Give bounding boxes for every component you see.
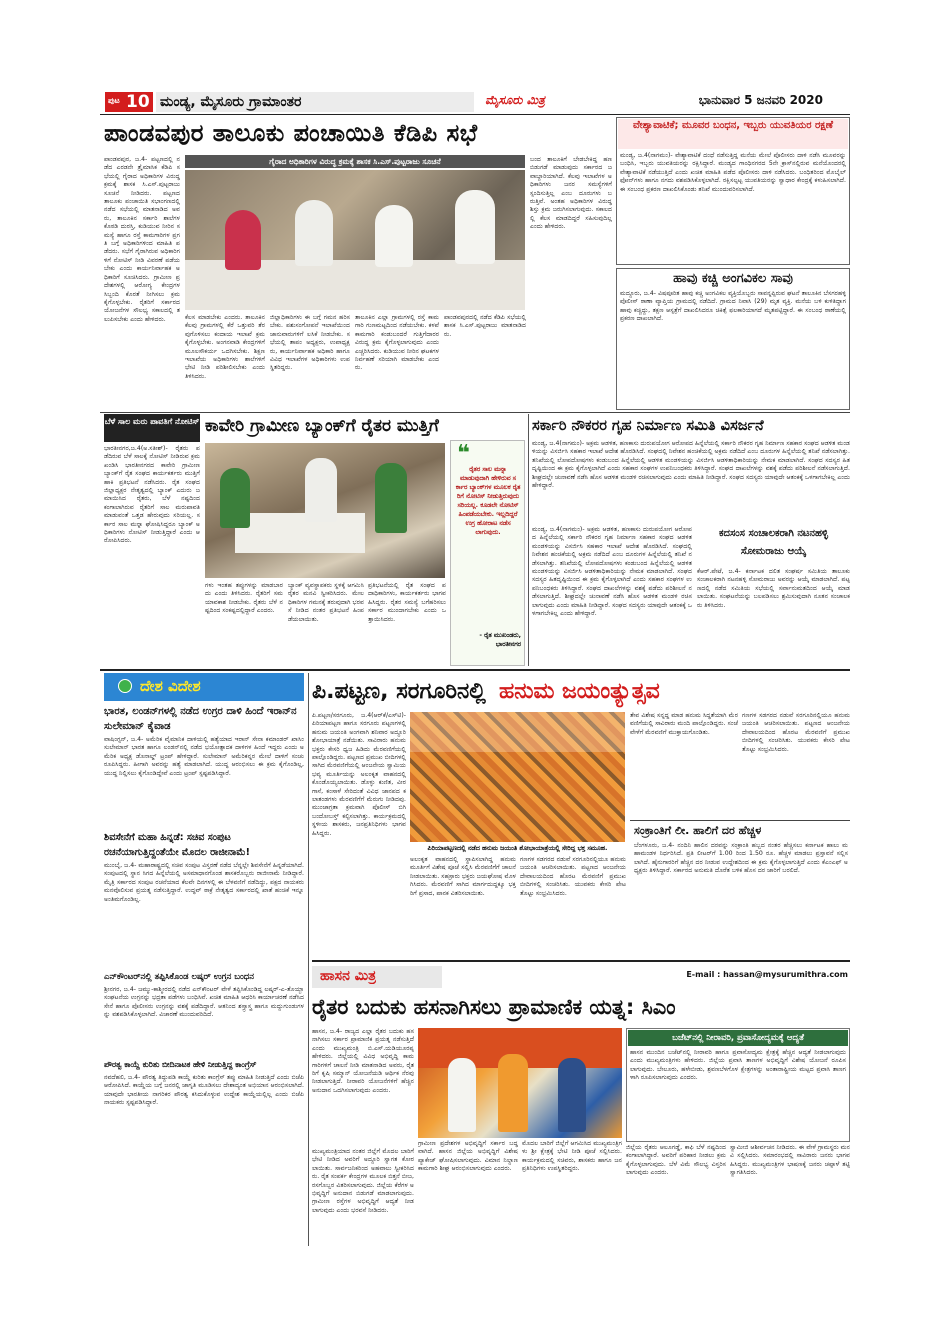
desha-item2-body: ಮುಂಬೈ, ಜ.4- ಮಹಾರಾಷ್ಟ್ರದಲ್ಲಿ ಸಚಿವ ಸಂಪುಟ ವಿಸ್ತರಣೆ ನಡೆದ ಬೆನ್ನಲ್ಲೇ ಶಿವಸೇನೆಗೆ ಹಿನ್ನಡೆಯಾಗಿದೆ. ಸಂಪುಟದಲ್ಲಿ ಸ್ಥಾನ ಸಿಗದ ಹಿನ್ನೆಲೆಯಲ್ಲಿ ಅಸಮಾಧಾನಗೊಂಡ ಶಾಸಕರೊಬ್ಬರು ರಾಜೀನಾಮೆ ನೀಡಿದ್ದಾರೆ. ಮೈತ್ರಿ ಸರ್ಕಾರದ ಸಂಪುಟ ರಚನೆಯಾದ ಕೆಲವೇ ದಿನಗಳಲ್ಲಿ ಈ ಬೆಳವಣಿಗೆ ನಡೆದಿದ್ದು, ಪಕ್ಷದ ನಾಯಕರು ಮನವೊಲಿಸುವ ಪ್ರಯತ್ನ ನಡೆಸುತ್ತಿದ್ದಾರೆ. ಉದ್ಧವ್ ಠಾಕ್ರೆ ನೇತೃತ್ವದ ಸರ್ಕಾರದಲ್ಲಿ ಖಾತೆ ಹಂಚಿಕೆ ಇನ್ನೂ ಅಂತಿಮಗೊಂಡಿಲ್ಲ. (104, 862, 304, 903)
story3-body-continued: ಮಂಡ್ಯ, ಜ.4(ನಾಗಮಂ)- ಅಕ್ರಮ ಆಡಳಿತ, ಹಣಕಾಸು ದುರುಪಯೋಗ ಆರೋಪದ ಹಿನ್ನೆಲೆಯಲ್ಲಿ ಸರ್ಕಾರಿ ನೌಕರರ ಗೃಹ ನಿರ್ಮಾಣ ಸಹಕಾರ ಸಂಘದ ಆಡಳಿತ ಮಂಡಳಿಯನ್ನು ವಿಸರ್ಜಿಸಿ ಸಹಕಾರ ಇಲಾಖೆ ಆದೇಶ ಹೊರಡಿಸಿದೆ. ಸಂಘದಲ್ಲಿ ನಿವೇಶನ ಹಂಚಿಕೆಯಲ್ಲಿ ಅಕ್ರಮ ನಡೆದಿದೆ ಎಂಬ ದೂರುಗಳ ಹಿನ್ನೆಲೆಯಲ್ಲಿ ತನಿಖೆ ನಡೆಸಲಾಗಿತ್ತು. ತನಿಖೆಯಲ್ಲಿ ಲೋಪದೋಷಗಳು ಕಂಡುಬಂದ ಹಿನ್ನೆಲೆಯಲ್ಲಿ ಆಡಳಿತ ಮಂಡಳಿಯನ್ನು ವಿಸರ್ಜಿಸಿ ಆಡಳಿತಾಧಿಕಾರಿಯನ್ನು ನೇಮಕ ಮಾಡಲಾಗಿದೆ. ಸಂಘದ ಸದಸ್ಯರ ಹಿತದೃಷ್ಟಿಯಿಂದ ಈ ಕ್ರಮ ಕೈಗೊಳ್ಳಲಾಗಿದೆ ಎಂದು ಸಹಕಾರ ಸಂಘಗಳ ಉಪನಿಬಂಧಕರು ತಿಳಿಸಿದ್ದಾರೆ. ಸಂಘದ ದಾಖಲೆಗಳನ್ನು ವಶಕ್ಕೆ ಪಡೆದು ಪರಿಶೀಲನೆ ನಡೆಸಲಾಗುತ್ತಿದೆ. ಶೀಘ್ರದಲ್ಲೇ ಚುನಾವಣೆ ನಡೆಸಿ ಹೊಸ ಆಡಳಿತ ಮಂಡಳಿ ರಚಿಸಲಾಗುವುದು ಎಂದು ಮಾಹಿತಿ ನೀಡಿದ್ದಾರೆ. ಸಂಘದ ಸದಸ್ಯರು ಯಾವುದೇ ಆತಂಕಕ್ಕೆ ಒಳಗಾಗಬೇಕಿಲ್ಲ ಎಂದು ಹೇಳಿದ್ದಾರೆ. (532, 526, 692, 618)
hassan-banner (312, 966, 442, 988)
story1-column-e: ಬಂದ ತಾಲೂಕಿಗೆ ಬೇಡಬೇಕಿದ್ದ ಹಣ ಬಿಡುಗಡೆ ಮಾಡುವುದು ಸರ್ಕಾರದ ಜವಾಬ್ದಾರಿಯಾಗಿದೆ. ಕೆಲವು ಇಲಾಖೆಗಳ ಅಧಿಕಾರಿಗಳು ಜನರ ಸಮಸ್ಯೆಗಳಿಗೆ ಸ್ಪಂದಿಸುತ್ತಿಲ್ಲ ಎಂಬ ದೂರುಗಳು ಬರುತ್ತಿವೆ. ಅಂತಹ ಅಧಿಕಾರಿಗಳ ವಿರುದ್ಧ ಶಿಸ್ತು ಕ್ರಮ ಜರುಗಿಸಲಾಗುವುದು. ಸಕಾಲದಲ್ಲಿ ಕೆಲಸ ಮಾಡದಿದ್ದರೆ ಸಹಿಸುವುದಿಲ್ಲ ಎಂದು ಹೇಳಿದರು. (530, 156, 612, 231)
story3-body: ಮಂಡ್ಯ, ಜ.4(ನಾಗಮಂ)- ಅಕ್ರಮ ಆಡಳಿತ, ಹಣಕಾಸು ದುರುಪಯೋಗ ಆರೋಪದ ಹಿನ್ನೆಲೆಯಲ್ಲಿ ಸರ್ಕಾರಿ ನೌಕರರ ಗೃಹ ನಿರ್ಮಾಣ ಸಹಕಾರ ಸಂಘದ ಆಡಳಿತ ಮಂಡಳಿಯನ್ನು ವಿಸರ್ಜಿಸಿ ಸಹಕಾರ ಇಲಾಖೆ ಆದೇಶ ಹೊರಡಿಸಿದೆ. ಸಂಘದಲ್ಲಿ ನಿವೇಶನ ಹಂಚಿಕೆಯಲ್ಲಿ ಅಕ್ರಮ ನಡೆದಿದೆ ಎಂಬ ದೂರುಗಳ ಹಿನ್ನೆಲೆಯಲ್ಲಿ ತನಿಖೆ ನಡೆಸಲಾಗಿತ್ತು. ತನಿಖೆಯಲ್ಲಿ ಲೋಪದೋಷಗಳು ಕಂಡುಬಂದ ಹಿನ್ನೆಲೆಯಲ್ಲಿ ಆಡಳಿತ ಮಂಡಳಿಯನ್ನು ವಿಸರ್ಜಿಸಿ ಆಡಳಿತಾಧಿಕಾರಿಯನ್ನು ನೇಮಕ ಮಾಡಲಾಗಿದೆ. ಸಂಘದ ಸದಸ್ಯರ ಹಿತದೃಷ್ಟಿಯಿಂದ ಈ ಕ್ರಮ ಕೈಗೊಳ್ಳಲಾಗಿದೆ ಎಂದು ಸಹಕಾರ ಸಂಘಗಳ ಉಪನಿಬಂಧಕರು ತಿಳಿಸಿದ್ದಾರೆ. ಸಂಘದ ದಾಖಲೆಗಳನ್ನು ವಶಕ್ಕೆ ಪಡೆದು ಪರಿಶೀಲನೆ ನಡೆಸಲಾಗುತ್ತಿದೆ. ಶೀಘ್ರದಲ್ಲೇ ಚುನಾವಣೆ ನಡೆಸಿ ಹೊಸ ಆಡಳಿತ ಮಂಡಳಿ ರಚಿಸಲಾಗುವುದು ಎಂದು ಮಾಹಿತಿ ನೀಡಿದ್ದಾರೆ. ಸಂಘದ ಸದಸ್ಯರು ಯಾವುದೇ ಆತಂಕಕ್ಕೆ ಒಳಗಾಗಬೇಕಿಲ್ಲ ಎಂದು ಹೇಳಿದ್ದಾರೆ. (532, 440, 850, 490)
hassan-label: ಹಾಸನ ಮಿತ್ರ (320, 968, 377, 984)
story4-column-a: ಪಿ.ಪಟ್ಟಣ/ಸರಗೂರು, ಜ.4(ಆರ್‌ಕೆ/ಎಸ್‌ಟಿ)- ಪಿರಿಯಾಪಟ್ಟಣ ಹಾಗೂ ಸರಗೂರು ಪಟ್ಟಣಗಳಲ್ಲಿ ಹನುಮ ಜಯಂತಿ ಅಂಗವಾಗಿ ಶನಿವಾರ ಅದ್ದೂರಿ ಶೋಭಾಯಾತ್ರೆ ನಡೆಯಿತು. ಸಾವಿರಾರು ಹನುಮ ಭಕ್ತರು ಕೇಸರಿ ಧ್ವಜ ಹಿಡಿದು ಮೆರವಣಿಗೆಯಲ್ಲಿ ಪಾಲ್ಗೊಂಡಿದ್ದರು. ಪಟ್ಟಣದ ಪ್ರಮುಖ ಬೀದಿಗಳಲ್ಲಿ ಸಾಗಿದ ಮೆರವಣಿಗೆಯಲ್ಲಿ ಆಂಜನೇಯ ಸ್ವಾಮಿಯ ಭವ್ಯ ಮೂರ್ತಿಯನ್ನು ಅಲಂಕೃತ ವಾಹನದಲ್ಲಿ ಕೊಂಡೊಯ್ಯಲಾಯಿತು. ಡೊಳ್ಳು ಕುಣಿತ, ವೀರಗಾಸೆ, ಕಂಸಾಳೆ ಸೇರಿದಂತೆ ವಿವಿಧ ಜಾನಪದ ಕಲಾತಂಡಗಳು ಮೆರವಣಿಗೆಗೆ ಮೆರುಗು ನೀಡಿದವು. ಮುಂಜಾಗ್ರತಾ ಕ್ರಮವಾಗಿ ಪೊಲೀಸ್ ಬಿಗಿ ಬಂದೋಬಸ್ತ್ ಕಲ್ಪಿಸಲಾಗಿತ್ತು. ಕಾರ್ಯಕ್ರಮದಲ್ಲಿ ಸ್ಥಳೀಯ ಶಾಸಕರು, ಜನಪ್ರತಿನಿಧಿಗಳು ಭಾಗವಹಿಸಿದ್ದರು. (312, 712, 406, 837)
person-figure (225, 210, 261, 270)
section-title: ಮಂಡ್ಯ, ಮೈಸೂರು ಗ್ರಾಮಾಂತರ (156, 92, 474, 112)
person-figure (448, 1058, 476, 1132)
story2-quote: ರೈತರ ಸಾಲ ಮನ್ನಾ ಮಾಡುವುದಾಗಿ ಹೇಳಿರುವ ಸರ್ಕಾರ ಬ್ಯಾಂಕ್‌ಗಳ ಮೂಲಕ ರೈತರಿಗೆ ನೋಟಿಸ್ ನೀಡುತ್ತಿರುವುದು ಸರಿಯಲ್ಲ. ಕೂಡಲೇ ನೋಟಿಸ್ ಹಿಂಪಡೆಯಬೇಕು. ಇಲ್ಲದಿದ್ದರೆ ಉಗ್ರ ಹೋರಾಟ ನಡೆಸಲಾಗುವುದು. (455, 466, 521, 536)
person-figure (295, 200, 333, 266)
story1-photo (185, 170, 525, 310)
desha-label: ದೇಶ ವಿದೇಶ (140, 677, 201, 695)
story1-column-a: ಪಾಂಡವಪುರ, ಜ.4- ಪಟ್ಟಣದಲ್ಲಿ ನಡೆದ ಎರಡನೇ ತ್ರೈಮಾಸಿಕ ಕೆಡಿಪಿ ಸಭೆಯಲ್ಲಿ ಗೈರಾದ ಅಧಿಕಾರಿಗಳ ವಿರುದ್ಧ ಕ್ರಮಕ್ಕೆ ಶಾಸಕ ಸಿ.ಎಸ್.ಪುಟ್ಟರಾಜು ಸೂಚನೆ ನೀಡಿದರು. ಪಟ್ಟಣದ ತಾಲೂಕು ಪಂಚಾಯಿತಿ ಸಭಾಂಗಣದಲ್ಲಿ ನಡೆದ ಸಭೆಯಲ್ಲಿ ಮಾತನಾಡಿದ ಅವರು, ತಾಲೂಕಿನ ಸರ್ಕಾರಿ ಶಾಲೆಗಳ ಕೊಠಡಿ ದುರಸ್ತಿ, ಕುಡಿಯುವ ನೀರಿನ ಸಮಸ್ಯೆ ಹಾಗೂ ರಸ್ತೆ ಕಾಮಗಾರಿಗಳ ಪ್ರಗತಿ ಬಗ್ಗೆ ಅಧಿಕಾರಿಗಳಿಂದ ಮಾಹಿತಿ ಪಡೆದರು. ಸಭೆಗೆ ಗೈರಾಗಿರುವ ಅಧಿಕಾರಿಗಳಿಗೆ ನೋಟಿಸ್ ನೀಡಿ ವಿವರಣೆ ಪಡೆಯಬೇಕು ಎಂದು ಕಾರ್ಯನಿರ್ವಾಹಕ ಅಧಿಕಾರಿಗೆ ಸೂಚಿಸಿದರು. ಗ್ರಾಮೀಣ ಪ್ರದೇಶಗಳಲ್ಲಿ ಆರೋಗ್ಯ ಕೇಂದ್ರಗಳ ಸಿಬ್ಬಂದಿ ಕೊರತೆ ನೀಗಿಸಲು ಕ್ರಮ ಕೈಗೊಳ್ಳಬೇಕು. ರೈತರಿಗೆ ಸರ್ಕಾರದ ಯೋಜನೆಗಳ ಸೌಲಭ್ಯ ಸಕಾಲದಲ್ಲಿ ತಲುಪಿಸಬೇಕು ಎಂದು ಹೇಳಿದರು. (104, 156, 180, 323)
paper-logo: ಮೈಸೂರು ಮಿತ್ರ (485, 93, 545, 107)
story1-strap: ಗೈರಾದ ಅಧಿಕಾರಿಗಳ ವಿರುದ್ಧ ಕ್ರಮಕ್ಕೆ ಶಾಸಕ ಸಿ.ಎಸ್.ಪುಟ್ಟರಾಜು ಸೂಚನೆ (185, 155, 525, 168)
person-figure (558, 1058, 586, 1132)
desha-item2-title: ಶಿವಸೇನೆಗೆ ಮಹಾ ಹಿನ್ನಡೆ: ಸಚಿವ ಸಂಪುಟ ರಚನೆಯಾಗುತ್ತಿದ್ದಂತೆಯೇ ಮೊದಲ ರಾಜೀನಾಮೆ! (104, 832, 250, 858)
hassan-email: E-mail : hassan@mysurumithra.com (686, 970, 848, 979)
hassan-photo (418, 1028, 622, 1138)
story1-headline: ಪಾಂಡವಪುರ ತಾಲೂಕು ಪಂಚಾಯಿತಿ ಕೆಡಿಪಿ ಸಭೆ (104, 119, 478, 147)
story1-column-c: ಜಿಲ್ಲಾಧಿಕಾರಿಗಳು ಈ ಬಗ್ಗೆ ಗಮನ ಹರಿಸಬೇಕು. ಪಶುಸಂಗೋಪನೆ ಇಲಾಖೆಯಿಂದ ಜಾನುವಾರುಗಳಿಗೆ ಲಸಿಕೆ ನೀಡಬೇಕು. ಸಭೆಯಲ್ಲಿ ತಾಪಂ ಅಧ್ಯಕ್ಷರು, ಉಪಾಧ್ಯಕ್ಷರು, ಕಾರ್ಯನಿರ್ವಾಹಕ ಅಧಿಕಾರಿ ಹಾಗೂ ವಿವಿಧ ಇಲಾಖೆಗಳ ಅಧಿಕಾರಿಗಳು ಉಪಸ್ಥಿತರಿದ್ದರು. (270, 314, 350, 372)
box1-body: ಮಂಡ್ಯ, ಜ.4(ನಾಗಮಂ)- ವೇಶ್ಯಾವಾಟಿಕೆ ದಂಧೆ ನಡೆಸುತ್ತಿದ್ದ ಮನೆಯ ಮೇಲೆ ಪೊಲೀಸರು ದಾಳಿ ನಡೆಸಿ ಮೂವರನ್ನು ಬಂಧಿಸಿ, ಇಬ್ಬರು ಯುವತಿಯರನ್ನು ರಕ್ಷಿಸಿದ್ದಾರೆ. ಮಂಡ್ಯದ ಗಾಂಧಿನಗರದ 5ನೇ ಕ್ರಾಸ್‌ನಲ್ಲಿರುವ ಮನೆಯೊಂದರಲ್ಲಿ ವೇಶ್ಯಾವಾಟಿಕೆ ನಡೆಯುತ್ತಿದೆ ಎಂದು ಖಚಿತ ಮಾಹಿತಿ ಪಡೆದ ಪೊಲೀಸರು ದಾಳಿ ನಡೆಸಿದರು. ಬಂಧಿತರಿಂದ ಮೊಬೈಲ್ ಫೋನ್‌ಗಳು ಹಾಗೂ ನಗದು ವಶಪಡಿಸಿಕೊಳ್ಳಲಾಗಿದೆ. ರಕ್ಷಿಸಲ್ಪಟ್ಟ ಯುವತಿಯರನ್ನು ಸ್ವಾಧಾರ ಕೇಂದ್ರಕ್ಕೆ ಕಳುಹಿಸಲಾಗಿದೆ. ಈ ಸಂಬಂಧ ಪ್ರಕರಣ ದಾಖಲಿಸಿಕೊಂಡು ತನಿಖೆ ಮುಂದುವರಿಸಲಾಗಿದೆ. (620, 152, 846, 193)
box2-body: ಮದ್ದೂರು, ಜ.4- ವಿಷಪೂರಿತ ಹಾವು ಕಚ್ಚಿ ಅಂಗವಿಕಲ ವ್ಯಕ್ತಿಯೊಬ್ಬರು ಸಾವನ್ನಪ್ಪಿರುವ ಘಟನೆ ತಾಲೂಕಿನ ಬೆಸಗರಹಳ್ಳಿ ಪೊಲೀಸ್ ಠಾಣಾ ವ್ಯಾಪ್ತಿಯ ಗ್ರಾಮದಲ್ಲಿ ನಡೆದಿದೆ. ಗ್ರಾಮದ ನಿವಾಸಿ (29) ಮೃತ ವ್ಯಕ್ತಿ. ಮನೆಯ ಬಳಿ ಕುಳಿತಿದ್ದಾಗ ಹಾವು ಕಚ್ಚಿದ್ದು, ತಕ್ಷಣ ಆಸ್ಪತ್ರೆಗೆ ದಾಖಲಿಸಿದರೂ ಚಿಕಿತ್ಸೆ ಫಲಕಾರಿಯಾಗದೆ ಮೃತಪಟ್ಟಿದ್ದಾರೆ. ಈ ಸಂಬಂಧ ಠಾಣೆಯಲ್ಲಿ ಪ್ರಕರಣ ದಾಖಲಾಗಿದೆ. (620, 290, 846, 323)
desha-item3-body: ಶ್ರೀನಗರ, ಜ.4- ಜಮ್ಮು-ಕಾಶ್ಮೀರದಲ್ಲಿ ನಡೆದ ಎನ್‌ಕೌಂಟರ್ ವೇಳೆ ತಪ್ಪಿಸಿಕೊಂಡಿದ್ದ ಲಷ್ಕರ್-ಎ-ತೊಯ್ಬಾ ಸಂಘಟನೆಯ ಉಗ್ರನನ್ನು ಭದ್ರತಾ ಪಡೆಗಳು ಬಂಧಿಸಿವೆ. ಖಚಿತ ಮಾಹಿತಿ ಆಧರಿಸಿ ಕಾರ್ಯಾಚರಣೆ ನಡೆಸಿದ ಸೇನೆ ಹಾಗೂ ಪೊಲೀಸರು ಉಗ್ರನನ್ನು ವಶಕ್ಕೆ ಪಡೆದಿದ್ದಾರೆ. ಆತನಿಂದ ಶಸ್ತ್ರಾಸ್ತ್ರ ಹಾಗೂ ಮದ್ದುಗುಂಡುಗಳನ್ನು ವಶಪಡಿಸಿಕೊಳ್ಳಲಾಗಿದೆ. ವಿಚಾರಣೆ ಮುಂದುವರಿದಿದೆ. (104, 986, 304, 1019)
box4-headline: ಸಂಕ್ರಾಂತಿಗೆ ಲೀ. ಹಾಲಿಗೆ ದರ ಹೆಚ್ಚಳ (634, 824, 762, 837)
globe-icon (118, 679, 132, 693)
hassan-column-f: ಸ್ವಾಮೀಜಿ ಆಶೀರ್ವಚನ ನೀಡಿದರು. ಈ ವೇಳೆ ಗ್ರಾಮಸ್ಥರು ಮನವಿ ಸಲ್ಲಿಸಿದರು. ಸಮಾರಂಭದಲ್ಲಿ ಸಾವಿರಾರು ಜನರು ಭಾಗವಹಿಸಿದ್ದರು. ಮುಖ್ಯಮಂತ್ರಿಗಳ ಭಾಷಣಕ್ಕೆ ಜನರು ಚಪ್ಪಾಳೆ ತಟ್ಟಿ ಸ್ವಾಗತಿಸಿದರು. (730, 1144, 850, 1177)
desha-banner (104, 673, 304, 701)
desk (235, 513, 365, 553)
rule (312, 960, 850, 962)
hassan-column-e: ಜಿಲ್ಲೆಯ ರೈತರು ಆಲೂಗಡ್ಡೆ, ಕಾಫಿ ಬೆಳೆ ನಷ್ಟದಿಂದ ಕಂಗಾಲಾಗಿದ್ದಾರೆ. ಅವರಿಗೆ ಪರಿಹಾರ ನೀಡಲು ಕ್ರಮ ಕೈಗೊಳ್ಳಲಾಗುವುದು. ಬೆಳೆ ವಿಮೆ ಸೌಲಭ್ಯ ವಿಸ್ತರಿಸಲಾಗುವುದು ಎಂದರು. (626, 1144, 726, 1177)
person-figure (375, 463, 407, 533)
person-figure (220, 468, 250, 528)
hassan-headline: ರೈತರ ಬದುಕು ಹಸನಾಗಿಸಲು ಪ್ರಾಮಾಣಿಕ ಯತ್ನ: ಸಿಎಂ (312, 995, 676, 1019)
notice-body: ಭಾರತೀನಗರ,ಜ.4(ಅ.ಸತೀಶ್)- ರೈತರು ಪಡೆದಿರುವ ಬೆಳೆ ಸಾಲಕ್ಕೆ ನೋಟಿಸ್ ನೀಡಿರುವ ಕ್ರಮ ಖಂಡಿಸಿ ಭಾರತೀನಗರದ ಕಾವೇರಿ ಗ್ರಾಮೀಣ ಬ್ಯಾಂಕ್‌ಗೆ ರೈತ ಸಂಘದ ಕಾರ್ಯಕರ್ತರು ಮುತ್ತಿಗೆ ಹಾಕಿ ಪ್ರತಿಭಟನೆ ನಡೆಸಿದರು. ರೈತ ಸಂಘದ ಜಿಲ್ಲಾಧ್ಯಕ್ಷರ ನೇತೃತ್ವದಲ್ಲಿ ಬ್ಯಾಂಕ್ ಎದುರು ಜಮಾಯಿಸಿದ ರೈತರು, ಬೆಳೆ ನಷ್ಟದಿಂದ ಕಂಗಾಲಾಗಿರುವ ರೈತರಿಗೆ ಸಾಲ ಮರುಪಾವತಿ ಮಾಡುವಂತೆ ಒತ್ತಡ ಹೇರುವುದು ಸರಿಯಲ್ಲ. ಸರ್ಕಾರ ಸಾಲ ಮನ್ನಾ ಘೋಷಿಸಿದ್ದರೂ ಬ್ಯಾಂಕ್ ಅಧಿಕಾರಿಗಳು ನೋಟಿಸ್ ನೀಡುತ್ತಿದ್ದಾರೆ ಎಂದು ಆರೋಪಿಸಿದರು. (104, 445, 200, 545)
story4-caption: ಪಿರಿಯಾಪಟ್ಟಣದಲ್ಲಿ ನಡೆದ ಹನುಮ ಜಯಂತಿ ಶೋಭಾಯಾತ್ರೆಯಲ್ಲಿ ಸೇರಿದ್ದ ಭಕ್ತ ಸಮೂಹ. (427, 845, 608, 852)
hassan-sub-headline: ಬಜೆಟ್‌ನಲ್ಲಿ ನೀರಾವರಿ, ಪ್ರವಾಸೋದ್ಯಮಕ್ಕೆ ಆದ್ಯತೆ (628, 1030, 848, 1046)
story1-column-b: ಕೆಲಸ ಮಾಡಬೇಕು ಎಂದರು. ತಾಲೂಕಿನ ಕೆಲವು ಗ್ರಾಮಗಳಲ್ಲಿ ಕೆರೆ ಒತ್ತುವರಿ ತೆರವುಗೊಳಿಸಲು ಕಂದಾಯ ಇಲಾಖೆ ಕ್ರಮ ಕೈಗೊಳ್ಳಬೇಕು. ಅಂಗನವಾಡಿ ಕೇಂದ್ರಗಳಿಗೆ ಮೂಲಸೌಕರ್ಯ ಒದಗಿಸಬೇಕು. ಶಿಕ್ಷಣ ಇಲಾಖೆಯ ಅಧಿಕಾರಿಗಳು ಶಾಲೆಗಳಿಗೆ ಭೇಟಿ ನೀಡಿ ಪರಿಶೀಲಿಸಬೇಕು ಎಂದು ತಿಳಿಸಿದರು. (185, 314, 265, 380)
story4-headline-red: ಹನುಮ ಜಯಂತ್ಯುತ್ಸವ (498, 679, 660, 704)
desha-item4-body: ನವದೆಹಲಿ, ಜ.4- ಪೌರತ್ವ ತಿದ್ದುಪಡಿ ಕಾಯ್ದೆ ಕುರಿತು ಕಾಂಗ್ರೆಸ್ ತಪ್ಪು ಮಾಹಿತಿ ನೀಡುತ್ತಿದೆ ಎಂದು ಬಿಜೆಪಿ ಆರೋಪಿಸಿದೆ. ಕಾಯ್ದೆಯ ಬಗ್ಗೆ ಜನರಲ್ಲಿ ಜಾಗೃತಿ ಮೂಡಿಸಲು ದೇಶಾದ್ಯಂತ ಅಭಿಯಾನ ಆರಂಭಿಸಲಾಗಿದೆ. ಯಾವುದೇ ಭಾರತೀಯ ನಾಗರಿಕರ ಪೌರತ್ವ ಕಸಿದುಕೊಳ್ಳುವ ಉದ್ದೇಶ ಕಾಯ್ದೆಯಲ್ಲಿಲ್ಲ ಎಂದು ಬಿಜೆಪಿ ನಾಯಕರು ಸ್ಪಷ್ಟಪಡಿಸಿದ್ದಾರೆ. (104, 1074, 304, 1107)
quote-mark-icon: ❝ (457, 441, 470, 466)
story4-headline-black: ಪಿ.ಪಟ್ಟಣ, ಸರಗೂರಿನಲ್ಲಿ (312, 679, 486, 704)
story1-caption: ಪಾಂಡವಪುರದಲ್ಲಿ ನಡೆದ ಕೆಡಿಪಿ ಸಭೆಯಲ್ಲಿ ಶಾಸಕ ಸಿ.ಎಸ್.ಪುಟ್ಟರಾಜು ಮಾತನಾಡಿದರು. (444, 314, 526, 338)
story2-quote-box (450, 440, 525, 666)
desha-item3-title: ಎನ್‌ಕೌಂಟರ್‌ನಲ್ಲಿ ತಪ್ಪಿಸಿಕೊಂಡ ಲಷ್ಕರ್ ಉಗ್ರನ ಬಂಧನ (104, 972, 255, 982)
story3-headline: ಸರ್ಕಾರಿ ನೌಕರರ ಗೃಹ ನಿರ್ಮಾಣ ಸಮಿತಿ ವಿಸರ್ಜನೆ (532, 418, 764, 434)
column-rule (308, 673, 309, 1246)
story4-photo (410, 712, 625, 842)
person-figure (455, 190, 495, 264)
issue-date: ಭಾನುವಾರ 5 ಜನವರಿ 2020 (698, 93, 823, 107)
column-rule (528, 414, 529, 666)
crowd-shade (410, 712, 625, 752)
box1-headline: ವೇಶ್ಯಾವಾಟಿಕೆ; ಮೂವರ ಬಂಧನ, ಇಬ್ಬರು ಯುವತಿಯರ ರಕ್ಷಣೆ (618, 119, 848, 149)
box4-body: ಬೆಂಗಳೂರು, ಜ.4- ನಂದಿನಿ ಹಾಲಿನ ದರವನ್ನು ಸಂಕ್ರಾಂತಿ ಹಬ್ಬದ ನಂತರ ಹೆಚ್ಚಿಸಲು ಕರ್ನಾಟಕ ಹಾಲು ಮಹಾಮಂಡಳ ನಿರ್ಧರಿಸಿದೆ. ಪ್ರತಿ ಲೀಟರ್‌ಗೆ 1.00 ರಿಂದ 1.50 ರೂ. ಹೆಚ್ಚಳ ಮಾಡಲು ಪ್ರಸ್ತಾವನೆ ಸಲ್ಲಿಸಲಾಗಿದೆ. ಹೈನುಗಾರರಿಗೆ ಹೆಚ್ಚಿನ ದರ ನೀಡುವ ಉದ್ದೇಶದಿಂದ ಈ ಕ್ರಮ ಕೈಗೊಳ್ಳಲಾಗುತ್ತಿದೆ ಎಂದು ಕೆಎಂಎಫ್ ಅಧ್ಯಕ್ಷರು ತಿಳಿಸಿದ್ದಾರೆ. ಸರ್ಕಾರದ ಅನುಮತಿ ದೊರೆತ ಬಳಿಕ ಹೊಸ ದರ ಜಾರಿಗೆ ಬರಲಿದೆ. (634, 842, 848, 875)
desha-item1-title: ಭಾರತ, ಲಂಡನ್‌ಗಳಲ್ಲಿ ನಡೆದ ಉಗ್ರರ ದಾಳಿ ಹಿಂದೆ ಇರಾನ್‌ನ ಸುಲೇಮಾನ್ ಕೈವಾಡ (104, 706, 297, 732)
desha-item1-body: ವಾಷಿಂಗ್ಟನ್, ಜ.4- ಅಮೆರಿಕ ವೈಮಾನಿಕ ದಾಳಿಯಲ್ಲಿ ಹತ್ಯೆಯಾದ ಇರಾನ್ ಸೇನಾ ಕಮಾಂಡರ್ ಖಾಸಿಂ ಸುಲೇಮಾನ್ ಭಾರತ ಹಾಗೂ ಲಂಡನ್‌ನಲ್ಲಿ ನಡೆದ ಭಯೋತ್ಪಾದಕ ದಾಳಿಗಳ ಹಿಂದೆ ಇದ್ದರು ಎಂದು ಅಮೆರಿಕ ಅಧ್ಯಕ್ಷ ಡೊನಾಲ್ಡ್ ಟ್ರಂಪ್ ಹೇಳಿದ್ದಾರೆ. ಸುಲೇಮಾನ್ ಅಮೆರಿಕನ್ನರ ಮೇಲೆ ದಾಳಿಗೆ ಸಂಚು ರೂಪಿಸಿದ್ದರು. ಹೀಗಾಗಿ ಅವರನ್ನು ಹತ್ಯೆ ಮಾಡಲಾಗಿದೆ. ಯುದ್ಧ ಆರಂಭಿಸಲು ಈ ಕ್ರಮ ಕೈಗೊಂಡಿಲ್ಲ, ಯುದ್ಧ ನಿಲ್ಲಿಸಲು ಕೈಗೊಂಡಿದ್ದೇವೆ ಎಂದು ಟ್ರಂಪ್ ಸ್ಪಷ್ಟಪಡಿಸಿದ್ದಾರೆ. (104, 736, 304, 777)
story4-column-d: ತೇವ ವಿಶೇಷ ಸನ್ನದ್ದ ಮಾಡ ಹನುಮ ಸಿದ್ಧತೆಯಾಗಿ ಮೆರವಣಿಗೆಯಲ್ಲಿ ಸಾವಿರಾರು ಮಂದಿ ಪಾಲ್ಗೊಂಡಿದ್ದರು. ಸಂಜೆ ವೇಳೆಗೆ ಮೆರವಣಿಗೆ ಮುಕ್ತಾಯಗೊಂಡಿತು. (630, 712, 738, 736)
story4-column-c: ಗಣಗಳ ಸಡಗರದ ನಡುವೆ ಸರಗೂರಿನಲ್ಲಿಯೂ ಹನುಮ ಜಯಂತಿ ಆಚರಿಸಲಾಯಿತು. ಪಟ್ಟಣದ ಆಂಜನೇಯ ದೇವಾಲಯದಿಂದ ಹೊರಟ ಮೆರವಣಿಗೆ ಪ್ರಮುಖ ಬೀದಿಗಳಲ್ಲಿ ಸಂಚರಿಸಿತು. ಯುವಕರು ಕೇಸರಿ ಪೇಟ ತೊಟ್ಟು ಸಂಭ್ರಮಿಸಿದರು. (520, 856, 626, 897)
desha-item4-title: ಪೌರತ್ವ ಕಾಯ್ದೆ ಕುರಿತು ಬೀದಿನಾಟಕ ಹೇಳಿ ನೀಡುತ್ತಿದ್ದ ಕಾಂಗ್ರೆಸ್ (104, 1060, 257, 1069)
page-label: ಪುಟ (108, 96, 120, 105)
story4-column-e: ಗಣಗಳ ಸಡಗರದ ನಡುವೆ ಸರಗೂರಿನಲ್ಲಿಯೂ ಹನುಮ ಜಯಂತಿ ಆಚರಿಸಲಾಯಿತು. ಪಟ್ಟಣದ ಆಂಜನೇಯ ದೇವಾಲಯದಿಂದ ಹೊರಟ ಮೆರವಣಿಗೆ ಪ್ರಮುಖ ಬೀದಿಗಳಲ್ಲಿ ಸಂಚರಿಸಿತು. ಯುವಕರು ಕೇಸರಿ ಪೇಟ ತೊಟ್ಟು ಸಂಭ್ರಮಿಸಿದರು. (742, 712, 850, 753)
page-number: 10 (126, 92, 150, 112)
person-figure (375, 205, 413, 267)
story4-column-b: ಅಲಂಕೃತ ವಾಹನದಲ್ಲಿ ಸ್ಥಾಪಿಸಲಾಗಿದ್ದ ಹನುಮ ಮೂರ್ತಿಗೆ ವಿಶೇಷ ಪೂಜೆ ಸಲ್ಲಿಸಿ ಮೆರವಣಿಗೆಗೆ ಚಾಲನೆ ನೀಡಲಾಯಿತು. ಸಹಸ್ರಾರು ಭಕ್ತರು ಜಯಘೋಷ ಮೊಳಗಿಸಿದರು. ಮೆರವಣಿಗೆ ಸಾಗಿದ ಮಾರ್ಗದುದ್ದಕ್ಕೂ ಭಕ್ತರಿಗೆ ಪ್ರಸಾದ, ಪಾನಕ ವಿತರಿಸಲಾಯಿತು. (410, 856, 516, 897)
story2-column-c: ಪ್ರತಿಭಟನೆಯಲ್ಲಿ ರೈತ ಸಂಘದ ಪದಾಧಿಕಾರಿಗಳು, ಕಾರ್ಯಕರ್ತರು ಭಾಗವಹಿಸಿದ್ದರು. ರೈತರ ಸಮಸ್ಯೆ ಬಗೆಹರಿಸಲು ಸರ್ಕಾರ ಮುಂದಾಗಬೇಕು ಎಂದು ಒತ್ತಾಯಿಸಿದರು. (368, 582, 446, 623)
notice-title: ಬೆಳೆ ಸಾಲ ಮರು ಪಾವತಿಗೆ ನೋಟಿಸ್ (104, 414, 200, 442)
box3-headline: ಕದಸಂಸ ಸಂಚಾಲಕರಾಗಿ ನಟನಹಳ್ಳಿ ಸೋಮರಾಜು ಆಯ್ಕೆ (718, 528, 828, 557)
masthead (100, 90, 825, 114)
hassan-column-d: ಮೊದಲ ಬಾರಿಗೆ ಜಿಲ್ಲೆಗೆ ಆಗಮಿಸಿದ ಮುಖ್ಯಮಂತ್ರಿಗಳು ಶ್ರೀ ಕ್ಷೇತ್ರಕ್ಕೆ ಭೇಟಿ ನೀಡಿ ಪೂಜೆ ಸಲ್ಲಿಸಿದರು. ಕಾರ್ಯಕ್ರಮದಲ್ಲಿ ಸಚಿವರು, ಶಾಸಕರು ಹಾಗೂ ಜನಪ್ರತಿನಿಧಿಗಳು ಉಪಸ್ಥಿತರಿದ್ದರು. (522, 1140, 622, 1173)
story2-column-b: ಬ್ಯಾಂಕ್ ವ್ಯವಸ್ಥಾಪಕರು ಸ್ಥಳಕ್ಕೆ ಆಗಮಿಸಿ ರೈತರ ಮನವಿ ಸ್ವೀಕರಿಸಿದರು. ಮೇಲಧಿಕಾರಿಗಳ ಗಮನಕ್ಕೆ ತರುವುದಾಗಿ ಭರವಸೆ ನೀಡಿದ ನಂತರ ಪ್ರತಿಭಟನೆ ಹಿಂಪಡೆಯಲಾಯಿತು. (288, 582, 364, 623)
rule (100, 412, 850, 413)
story2-photo (205, 443, 445, 578)
masthead-rule (100, 114, 850, 115)
hassan-column-a: ಹಾಸನ, ಜ.4- ರಾಜ್ಯದ ಎಲ್ಲಾ ರೈತರ ಬದುಕು ಹಸನಾಗಿಸಲು ಸರ್ಕಾರ ಪ್ರಾಮಾಣಿಕ ಪ್ರಯತ್ನ ನಡೆಸುತ್ತಿದೆ ಎಂದು ಮುಖ್ಯಮಂತ್ರಿ ಬಿ.ಎಸ್.ಯಡಿಯೂರಪ್ಪ ಹೇಳಿದರು. ಜಿಲ್ಲೆಯಲ್ಲಿ ವಿವಿಧ ಅಭಿವೃದ್ಧಿ ಕಾಮಗಾರಿಗಳಿಗೆ ಚಾಲನೆ ನೀಡಿ ಮಾತನಾಡಿದ ಅವರು, ರೈತರಿಗೆ ಕೃಷಿ ಸಮ್ಮಾನ್ ಯೋಜನೆಯಡಿ ಆರ್ಥಿಕ ನೆರವು ನೀಡಲಾಗುತ್ತಿದೆ. ನೀರಾವರಿ ಯೋಜನೆಗಳಿಗೆ ಹೆಚ್ಚಿನ ಅನುದಾನ ಒದಗಿಸಲಾಗುವುದು ಎಂದರು. (312, 1028, 414, 1094)
story1-column-d: ತಾಲೂಕಿನ ಎಲ್ಲಾ ಗ್ರಾಮಗಳಲ್ಲಿ ರಸ್ತೆ ಕಾಮಗಾರಿ ಗುಣಮಟ್ಟದಿಂದ ನಡೆಯಬೇಕು. ಕಳಪೆ ಕಾಮಗಾರಿ ಕಂಡುಬಂದರೆ ಗುತ್ತಿಗೆದಾರರ ವಿರುದ್ಧ ಕ್ರಮ ಕೈಗೊಳ್ಳಲಾಗುವುದು ಎಂದು ಎಚ್ಚರಿಸಿದರು. ಕುಡಿಯುವ ನೀರಿನ ಘಟಕಗಳ ನಿರ್ವಹಣೆ ಸರಿಯಾಗಿ ಮಾಡಬೇಕು ಎಂದರು. (355, 314, 439, 372)
story2-quote-by: - ರೈತ ಮುಖಂಡರು, ಭಾರತೀನಗರ (479, 632, 521, 648)
hassan-column-b: ಮುಖ್ಯಮಂತ್ರಿಯಾದ ನಂತರ ಜಿಲ್ಲೆಗೆ ಮೊದಲ ಬಾರಿಗೆ ಭೇಟಿ ನೀಡಿದ ಅವರಿಗೆ ಅದ್ದೂರಿ ಸ್ವಾಗತ ಕೋರಲಾಯಿತು. ಸಾರ್ವಜನಿಕರಿಂದ ಅಹವಾಲು ಸ್ವೀಕರಿಸಿದರು. ರೈತ ಸಂಪರ್ಕ ಕೇಂದ್ರಗಳ ಮೂಲಕ ಬಿತ್ತನೆ ಬೀಜ, ರಸಗೊಬ್ಬರ ವಿತರಿಸಲಾಗುವುದು. ಜಿಲ್ಲೆಯ ಕೆರೆಗಳ ಅಭಿವೃದ್ಧಿಗೆ ಅನುದಾನ ಬಿಡುಗಡೆ ಮಾಡಲಾಗುವುದು. ಗ್ರಾಮೀಣ ರಸ್ತೆಗಳ ಅಭಿವೃದ್ಧಿಗೆ ಆದ್ಯತೆ ನೀಡಲಾಗುವುದು ಎಂದು ಭರವಸೆ ನೀಡಿದರು. (312, 1148, 414, 1214)
hassan-sub-body: ಹಾಸನ ಮುಂದಿನ ಬಜೆಟ್‌ನಲ್ಲಿ ನೀರಾವರಿ ಹಾಗೂ ಪ್ರವಾಸೋದ್ಯಮ ಕ್ಷೇತ್ರಕ್ಕೆ ಹೆಚ್ಚಿನ ಆದ್ಯತೆ ನೀಡಲಾಗುವುದು ಎಂದು ಮುಖ್ಯಮಂತ್ರಿಗಳು ಹೇಳಿದರು. ಜಿಲ್ಲೆಯ ಪ್ರವಾಸಿ ತಾಣಗಳ ಅಭಿವೃದ್ಧಿಗೆ ವಿಶೇಷ ಯೋಜನೆ ರೂಪಿಸಲಾಗುವುದು. ಬೇಲೂರು, ಹಳೇಬೀಡು, ಶ್ರವಣಬೆಳಗೊಳ ಕ್ಷೇತ್ರಗಳನ್ನು ಅಂತಾರಾಷ್ಟ್ರೀಯ ಮಟ್ಟದ ಪ್ರವಾಸಿ ತಾಣಗಳಾಗಿ ರೂಪಿಸಲಾಗುವುದು ಎಂದರು. (630, 1049, 846, 1082)
box3-body: ಕೆಆರ್.ಪೇಟೆ, ಜ.4- ಕರ್ನಾಟಕ ದಲಿತ ಸಂಘರ್ಷ ಸಮಿತಿಯ ತಾಲೂಕು ಸಂಚಾಲಕರಾಗಿ ನಟನಹಳ್ಳಿ ಸೋಮರಾಜು ಅವರನ್ನು ಆಯ್ಕೆ ಮಾಡಲಾಗಿದೆ. ಪಟ್ಟಣದಲ್ಲಿ ನಡೆದ ಸಮಿತಿಯ ಸಭೆಯಲ್ಲಿ ಸರ್ವಾನುಮತದಿಂದ ಆಯ್ಕೆ ಮಾಡಲಾಯಿತು. ಸಂಘಟನೆಯನ್ನು ಬಲಪಡಿಸಲು ಶ್ರಮಿಸುವುದಾಗಿ ನೂತನ ಸಂಚಾಲಕರು ತಿಳಿಸಿದರು. (697, 568, 850, 609)
box2-headline: ಹಾವು ಕಚ್ಚಿ ಅಂಗವಿಕಲ ಸಾವು (673, 271, 793, 286)
hassan-column-c: ಗ್ರಾಮೀಣ ಪ್ರದೇಶಗಳ ಅಭಿವೃದ್ಧಿಗೆ ಸರ್ಕಾರ ಬದ್ಧವಾಗಿದೆ. ಹಾಸನ ಜಿಲ್ಲೆಯ ಅಭಿವೃದ್ಧಿಗೆ ವಿಶೇಷ ಪ್ಯಾಕೇಜ್ ಘೋಷಿಸಲಾಗುವುದು. ವಿಮಾನ ನಿಲ್ದಾಣ ಕಾಮಗಾರಿ ಶೀಘ್ರ ಆರಂಭಿಸಲಾಗುವುದು ಎಂದರು. (418, 1140, 518, 1173)
story2-column-a: ಗಳು ಇಂತಹ ತಪ್ಪುಗಳನ್ನು ಮಾಡಬಾರದು ಎಂದು ತಿಳಿಸಿದರು. ರೈತರಿಗೆ ಸಮಯಾವಕಾಶ ನೀಡಬೇಕು. ರೈತರು ಬೆಳೆ ನಷ್ಟದಿಂದ ಸಂಕಷ್ಟದಲ್ಲಿದ್ದಾರೆ ಎಂದರು. (205, 582, 283, 615)
rule (100, 669, 850, 671)
page-number-box (105, 92, 153, 112)
person-figure (305, 458, 337, 522)
person-figure (498, 1054, 528, 1132)
story4-headline (312, 676, 850, 708)
story2-headline: ಕಾವೇರಿ ಗ್ರಾಮೀಣ ಬ್ಯಾಂಕ್‌ಗೆ ರೈತರ ಮುತ್ತಿಗೆ (205, 416, 439, 436)
